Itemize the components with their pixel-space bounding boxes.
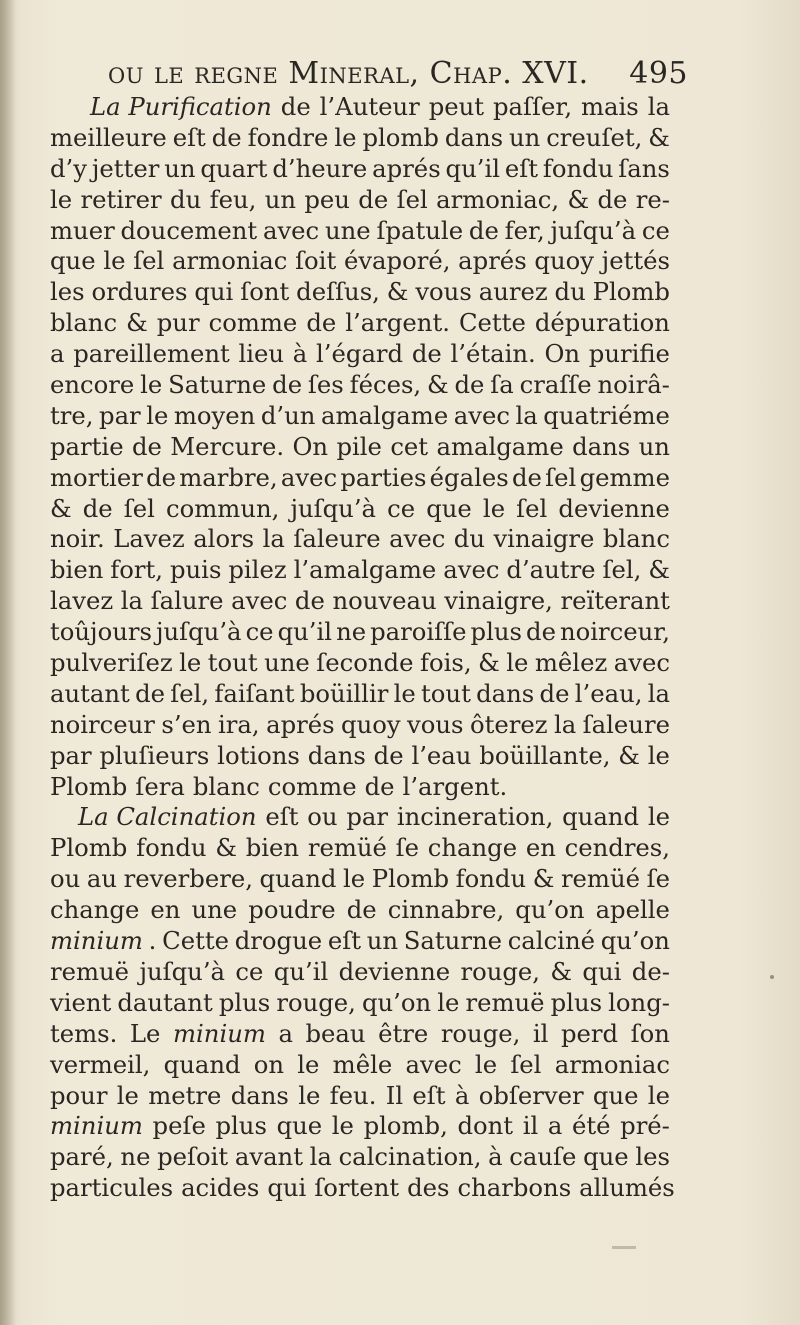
text-line: ou au reverbere, quand le Plomb fondu & remüé ſe <box>50 864 670 894</box>
running-title: ou le regne Mineral, Chap. XVI. <box>108 56 589 91</box>
text-line: noir. Lavez alors la ſaleure avec du vinaigre blanc <box>50 524 670 554</box>
text-line: particules acides qui ſortent des charbons allumés <box>50 1173 675 1203</box>
text-line: noirceur s’en ira, aprés quoy vous ôterez la ſaleure <box>50 709 670 739</box>
text-line: le retirer du feu, un peu de ſel armoniac, & de re- <box>50 184 670 214</box>
text-line: vermeil, quand on le mêle avec le ſel armoniac <box>50 1049 670 1079</box>
text-line: blanc & pur comme de l’argent. Cette dépuration <box>50 308 670 338</box>
text-line: bien fort, puis pilez l’amalgame avec d’autre ſel, & <box>50 555 670 585</box>
text-line: minium peſe plus que le plomb, dont il a été pré- <box>50 1111 670 1141</box>
text-line: Plomb ſera blanc comme de l’argent. <box>50 771 508 801</box>
text-line: d’y jetter un quart d’heure aprés qu’il eſt fondu ſans <box>50 153 670 183</box>
spine-shadow <box>0 0 16 1325</box>
text-line: La Purification de l’Auteur peut paſſer, mais la <box>90 92 670 121</box>
text-line: les ordures qui ſont deſſus, & vous aurez du Plomb <box>50 277 670 307</box>
text-line: & de ſel commun, juſqu’à ce que le ſel devienne <box>50 493 670 523</box>
text-line: par pluſieurs lotions dans de l’eau boüillante, & le <box>50 740 670 770</box>
text-line: tems. Le minium a beau être rouge, il perd ſon <box>50 1018 670 1048</box>
text-line: remuë juſqu’à ce qu’il devienne rouge, & qui de- <box>50 956 670 986</box>
text-line: mortier de marbre, avec parties égales de ſel gemme <box>50 462 670 492</box>
text-line: change en une poudre de cinnabre, qu’on apelle <box>50 895 670 925</box>
text-line: pour le metre dans le feu. Il eſt à obſerver que le <box>50 1080 670 1110</box>
text-line: paré, ne peſoit avant la calcination, à cauſe que les <box>50 1142 670 1172</box>
text-line: La Calcination eſt ou par incineration, quand le <box>78 802 670 832</box>
text-line: meilleure eſt de fondre le plomb dans un creuſet, & <box>50 122 670 152</box>
text-line: minium . Cette drogue eſt un Saturne calciné qu’on <box>50 926 670 956</box>
body-text <box>50 92 675 1204</box>
text-line: pulveriſez le tout une ſeconde fois, & le mêlez avec <box>50 648 670 678</box>
text-line: autant de ſel, faiſant boüillir le tout dans de l’eau, la <box>50 678 670 708</box>
text-line: que le ſel armoniac ſoit évaporé, aprés quoy jettés <box>50 246 670 276</box>
text-line: vient dautant plus rouge, qu’on le remuë plus long- <box>50 987 670 1017</box>
text-line: lavez la ſalure avec de nouveau vinaigre, reïterant <box>50 586 670 616</box>
text-line: muer doucement avec une ſpatule de fer, juſqu’à ce <box>50 215 670 245</box>
text-line: Plomb fondu & bien remüé ſe change en cendres, <box>50 833 670 863</box>
text-line: a pareillement lieu à l’égard de l’étain. On purifie <box>50 339 670 369</box>
ink-speck <box>770 975 774 979</box>
text-line: encore le Saturne de ſes féces, & de ſa craſſe noirâ- <box>50 370 670 400</box>
text-line: partie de Mercure. On pile cet amalgame dans un <box>50 431 670 461</box>
page-number: 495 <box>629 56 688 91</box>
text-line: toûjours juſqu’à ce qu’il ne paroiſſe plus de noirceur, <box>50 617 670 647</box>
ink-smudge <box>612 1246 636 1249</box>
text-line: tre, par le moyen d’un amalgame avec la quatriéme <box>50 400 670 430</box>
